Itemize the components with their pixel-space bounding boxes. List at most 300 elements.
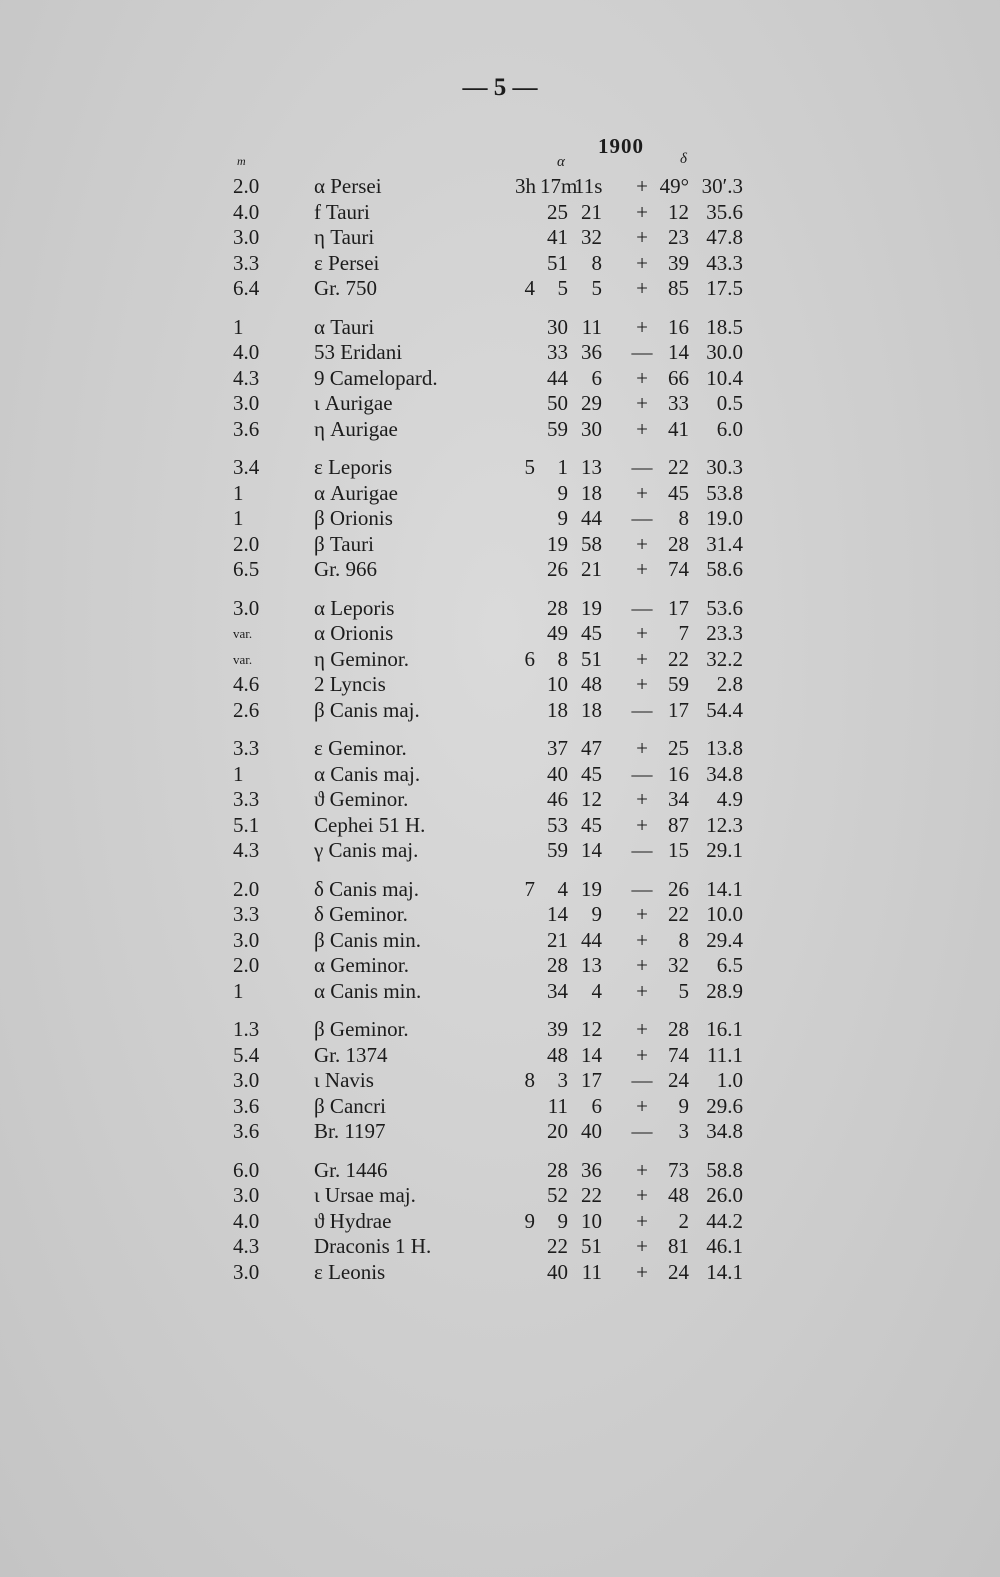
ra-minutes-cell: 53 <box>547 812 568 837</box>
ra-seconds-cell: 18 <box>581 480 602 505</box>
declination-degrees-cell: 9 <box>678 1093 689 1118</box>
ra-seconds-cell: 21 <box>581 557 602 581</box>
ra-minutes-cell: 9 <box>557 1208 568 1233</box>
declination-degrees-cell: 28 <box>668 1017 689 1041</box>
ra-minutes-cell: 9 <box>557 506 568 530</box>
declination-minutes-cell: 29.1 <box>706 838 743 862</box>
declination-sign-cell: + <box>636 1234 648 1258</box>
magnitude-cell: 4.0 <box>233 1208 260 1233</box>
declination-minutes-cell: 19.0 <box>706 506 743 530</box>
declination-minutes-cell: 44.2 <box>706 1208 743 1233</box>
declination-minutes-cell: 53.8 <box>706 480 743 505</box>
ra-seconds-cell: 14 <box>581 838 602 862</box>
magnitude-cell: 6.4 <box>233 276 260 300</box>
declination-degrees-cell: 34 <box>668 787 689 811</box>
declination-sign-cell: — <box>631 1119 653 1143</box>
declination-sign-cell: + <box>636 250 648 275</box>
declination-minutes-cell: 30′.3 <box>701 174 743 198</box>
declination-degrees-cell: 85 <box>668 276 689 300</box>
ra-seconds-cell: 51 <box>581 646 602 671</box>
magnitude-cell: 1 <box>233 480 244 505</box>
declination-degrees-cell: 25 <box>668 736 689 760</box>
ra-seconds-cell: 29 <box>581 391 602 415</box>
magnitude-cell: 3.3 <box>233 787 260 811</box>
declination-degrees-cell: 3 <box>678 1119 689 1143</box>
star-name-cell: η Tauri <box>314 225 375 249</box>
declination-degrees-cell: 45 <box>668 480 689 505</box>
ra-minutes-cell: 34 <box>547 978 568 1003</box>
ra-seconds-cell: 47 <box>581 736 602 760</box>
table-row <box>0 838 1000 864</box>
ra-hours-cell: 8 <box>524 1068 535 1092</box>
star-name-cell: β Canis maj. <box>314 697 420 722</box>
declination-sign-cell: + <box>636 672 648 696</box>
star-name-cell: δ Canis maj. <box>314 876 419 901</box>
declination-sign-cell: + <box>636 1157 648 1182</box>
ra-seconds-cell: 19 <box>581 595 602 620</box>
magnitude-cell: 4.3 <box>233 838 260 862</box>
declination-degrees-cell: 41 <box>668 416 689 441</box>
ra-minutes-cell: 14 <box>547 902 568 926</box>
ra-seconds-cell: 45 <box>581 812 602 837</box>
magnitude-cell: 4.0 <box>233 199 260 224</box>
star-name-cell: α Tauri <box>314 314 375 339</box>
ra-hours-cell: 6 <box>524 646 535 671</box>
ra-hours-cell: 9 <box>524 1208 535 1233</box>
star-name-cell: Br. 1197 <box>314 1119 386 1143</box>
star-name-cell: Gr. 750 <box>314 276 377 300</box>
ra-minutes-cell: 51 <box>547 250 568 275</box>
star-name-cell: ε Leporis <box>314 455 393 479</box>
ra-seconds-cell: 11s <box>574 174 603 198</box>
declination-sign-cell: + <box>636 391 648 415</box>
declination-minutes-cell: 32.2 <box>706 646 743 671</box>
declination-minutes-cell: 13.8 <box>706 736 743 760</box>
declination-degrees-cell: 5 <box>678 978 689 1003</box>
magnitude-cell: 6.0 <box>233 1157 260 1182</box>
magnitude-cell: 1 <box>233 314 244 339</box>
ra-minutes-cell: 8 <box>557 646 568 671</box>
declination-sign-cell: + <box>636 1017 648 1041</box>
ra-minutes-cell: 1 <box>557 455 568 479</box>
ra-seconds-cell: 13 <box>581 953 602 977</box>
ra-seconds-cell: 44 <box>581 927 602 952</box>
declination-sign-cell: — <box>631 595 653 620</box>
magnitude-cell: 3.0 <box>233 1183 260 1207</box>
magnitude-header: m <box>237 154 246 168</box>
declination-degrees-cell: 26 <box>668 876 689 901</box>
declination-sign-cell: + <box>636 621 648 645</box>
ra-minutes-cell: 25 <box>547 199 568 224</box>
declination-minutes-cell: 14.1 <box>706 1259 743 1284</box>
declination-degrees-cell: 66 <box>668 365 689 390</box>
magnitude-cell: 3.0 <box>233 391 260 415</box>
ra-minutes-cell: 5 <box>557 276 568 300</box>
right-ascension-header: α <box>557 154 565 170</box>
table-row <box>0 1209 1000 1235</box>
ra-minutes-cell: 26 <box>547 557 568 581</box>
declination-minutes-cell: 30.3 <box>706 455 743 479</box>
declination-minutes-cell: 26.0 <box>706 1183 743 1207</box>
magnitude-cell: 5.1 <box>233 812 260 837</box>
declination-minutes-cell: 18.5 <box>706 314 743 339</box>
declination-degrees-cell: 48 <box>668 1183 689 1207</box>
declination-minutes-cell: 0.5 <box>716 391 743 415</box>
ra-minutes-cell: 49 <box>547 621 568 645</box>
star-name-cell: ε Leonis <box>314 1259 386 1284</box>
declination-minutes-cell: 6.0 <box>716 416 743 441</box>
declination-minutes-cell: 14.1 <box>706 876 743 901</box>
declination-sign-cell: + <box>636 902 648 926</box>
ra-minutes-cell: 30 <box>547 314 568 339</box>
table-row <box>0 1260 1000 1286</box>
star-name-cell: 53 Eridani <box>314 340 403 364</box>
declination-sign-cell: + <box>636 646 648 671</box>
declination-degrees-cell: 87 <box>668 812 689 837</box>
ra-seconds-cell: 18 <box>581 697 602 722</box>
declination-minutes-cell: 10.0 <box>706 902 743 926</box>
magnitude-cell: 4.3 <box>233 365 260 390</box>
declination-degrees-cell: 17 <box>668 595 689 620</box>
ra-seconds-cell: 36 <box>581 340 602 364</box>
star-name-cell: ϑ Hydrae <box>314 1208 392 1233</box>
star-name-cell: Gr. 1446 <box>314 1157 388 1182</box>
ra-seconds-cell: 13 <box>581 455 602 479</box>
table-row <box>0 647 1000 673</box>
magnitude-cell: 6.5 <box>233 557 260 581</box>
declination-sign-cell: — <box>631 876 653 901</box>
declination-degrees-cell: 14 <box>668 340 689 364</box>
declination-sign-cell: + <box>636 531 648 556</box>
table-row <box>0 979 1000 1005</box>
ra-minutes-cell: 21 <box>547 927 568 952</box>
declination-degrees-cell: 8 <box>678 506 689 530</box>
table-row <box>0 1043 1000 1069</box>
magnitude-cell: 3.3 <box>233 250 260 275</box>
declination-header: δ <box>680 151 687 167</box>
magnitude-cell: 1.3 <box>233 1017 260 1041</box>
declination-minutes-cell: 4.9 <box>716 787 743 811</box>
magnitude-cell: 3.6 <box>233 416 260 441</box>
ra-minutes-cell: 4 <box>557 876 568 901</box>
ra-seconds-cell: 19 <box>581 876 602 901</box>
ra-seconds-cell: 36 <box>581 1157 602 1182</box>
table-row <box>0 200 1000 226</box>
declination-sign-cell: — <box>631 455 653 479</box>
table-row <box>0 532 1000 558</box>
ra-minutes-cell: 9 <box>557 480 568 505</box>
table-row <box>0 1119 1000 1145</box>
star-name-cell: α Canis maj. <box>314 761 421 786</box>
star-name-cell: α Orionis <box>314 621 394 645</box>
declination-degrees-cell: 49° <box>659 174 689 198</box>
declination-degrees-cell: 73 <box>668 1157 689 1182</box>
declination-sign-cell: + <box>636 953 648 977</box>
ra-seconds-cell: 12 <box>581 787 602 811</box>
declination-minutes-cell: 47.8 <box>706 225 743 249</box>
ra-hours-cell: 3h <box>515 174 536 198</box>
star-name-cell: δ Geminor. <box>314 902 408 926</box>
ra-seconds-cell: 12 <box>581 1017 602 1041</box>
declination-degrees-cell: 74 <box>668 1042 689 1067</box>
declination-sign-cell: + <box>636 480 648 505</box>
magnitude-cell: 3.3 <box>233 902 260 926</box>
declination-minutes-cell: 17.5 <box>706 276 743 300</box>
declination-minutes-cell: 6.5 <box>716 953 743 977</box>
ra-seconds-cell: 22 <box>581 1183 602 1207</box>
table-row <box>0 417 1000 443</box>
declination-minutes-cell: 29.4 <box>706 927 743 952</box>
table-row <box>0 455 1000 481</box>
star-name-cell: γ Canis maj. <box>314 838 419 862</box>
declination-minutes-cell: 10.4 <box>706 365 743 390</box>
star-table <box>0 174 1000 1285</box>
declination-degrees-cell: 24 <box>668 1259 689 1284</box>
table-row <box>0 315 1000 341</box>
ra-seconds-cell: 5 <box>591 276 602 300</box>
declination-degrees-cell: 2 <box>678 1208 689 1233</box>
ra-seconds-cell: 45 <box>581 621 602 645</box>
star-name-cell: α Leporis <box>314 595 395 620</box>
declination-degrees-cell: 24 <box>668 1068 689 1092</box>
declination-degrees-cell: 7 <box>678 621 689 645</box>
star-name-cell: η Geminor. <box>314 646 409 671</box>
declination-minutes-cell: 34.8 <box>706 761 743 786</box>
declination-minutes-cell: 16.1 <box>706 1017 743 1041</box>
ra-seconds-cell: 11 <box>581 314 602 339</box>
ra-minutes-cell: 48 <box>547 1042 568 1067</box>
ra-seconds-cell: 58 <box>581 531 602 556</box>
table-row <box>0 813 1000 839</box>
ra-seconds-cell: 45 <box>581 761 602 786</box>
declination-minutes-cell: 58.6 <box>706 557 743 581</box>
star-name-cell: β Geminor. <box>314 1017 409 1041</box>
declination-sign-cell: + <box>636 365 648 390</box>
magnitude-cell: var. <box>233 651 253 667</box>
magnitude-cell: 4.0 <box>233 340 260 364</box>
star-name-cell: Draconis 1 H. <box>314 1234 432 1258</box>
ra-hours-cell: 4 <box>524 276 535 300</box>
magnitude-cell: var. <box>233 626 253 641</box>
page-number: — 5 — <box>462 74 538 101</box>
ra-seconds-cell: 17 <box>581 1068 602 1092</box>
declination-minutes-cell: 58.8 <box>706 1157 743 1182</box>
declination-sign-cell: + <box>636 927 648 952</box>
magnitude-cell: 3.3 <box>233 736 260 760</box>
ra-minutes-cell: 40 <box>547 1259 568 1284</box>
magnitude-cell: 1 <box>233 506 244 530</box>
declination-minutes-cell: 43.3 <box>706 250 743 275</box>
declination-degrees-cell: 28 <box>668 531 689 556</box>
star-name-cell: β Tauri <box>314 531 374 556</box>
table-row <box>0 787 1000 813</box>
magnitude-cell: 5.4 <box>233 1042 260 1067</box>
table-row <box>0 557 1000 583</box>
ra-minutes-cell: 33 <box>547 340 568 364</box>
declination-degrees-cell: 15 <box>668 838 689 862</box>
declination-degrees-cell: 12 <box>668 199 689 224</box>
magnitude-cell: 2.6 <box>233 697 260 722</box>
ra-minutes-cell: 28 <box>547 953 568 977</box>
table-row <box>0 391 1000 417</box>
ra-minutes-cell: 59 <box>547 416 568 441</box>
table-row <box>0 698 1000 724</box>
table-row <box>0 481 1000 507</box>
star-name-cell: β Cancri <box>314 1093 386 1118</box>
magnitude-cell: 2.0 <box>233 876 260 901</box>
declination-sign-cell: + <box>636 174 648 198</box>
declination-minutes-cell: 11.1 <box>707 1042 743 1067</box>
declination-sign-cell: + <box>636 736 648 760</box>
star-name-cell: ε Persei <box>314 250 380 275</box>
magnitude-cell: 4.6 <box>233 672 260 696</box>
declination-sign-cell: + <box>636 787 648 811</box>
ra-minutes-cell: 59 <box>547 838 568 862</box>
table-row <box>0 621 1000 647</box>
magnitude-cell: 3.6 <box>233 1093 260 1118</box>
magnitude-cell: 2.0 <box>233 174 260 198</box>
declination-sign-cell: — <box>631 340 653 364</box>
table-row <box>0 1234 1000 1260</box>
ra-seconds-cell: 8 <box>591 250 602 275</box>
star-name-cell: ι Navis <box>314 1068 374 1092</box>
star-name-cell: ε Geminor. <box>314 736 407 760</box>
declination-sign-cell: + <box>636 557 648 581</box>
declination-degrees-cell: 22 <box>668 455 689 479</box>
declination-sign-cell: + <box>636 1042 648 1067</box>
declination-minutes-cell: 35.6 <box>706 199 743 224</box>
table-row <box>0 1094 1000 1120</box>
ra-minutes-cell: 41 <box>547 225 568 249</box>
star-name-cell: α Geminor. <box>314 953 409 977</box>
declination-degrees-cell: 33 <box>668 391 689 415</box>
declination-degrees-cell: 23 <box>668 225 689 249</box>
declination-degrees-cell: 22 <box>668 902 689 926</box>
declination-sign-cell: + <box>636 276 648 300</box>
table-row <box>0 953 1000 979</box>
declination-sign-cell: + <box>636 225 648 249</box>
ra-minutes-cell: 10 <box>547 672 568 696</box>
declination-degrees-cell: 8 <box>678 927 689 952</box>
star-name-cell: β Orionis <box>314 506 393 530</box>
star-name-cell: ϑ Geminor. <box>314 787 409 811</box>
ra-minutes-cell: 11 <box>547 1093 568 1118</box>
table-row <box>0 1183 1000 1209</box>
ra-seconds-cell: 40 <box>581 1119 602 1143</box>
ra-minutes-cell: 52 <box>547 1183 568 1207</box>
table-row <box>0 366 1000 392</box>
ra-minutes-cell: 19 <box>547 531 568 556</box>
ra-seconds-cell: 6 <box>591 365 602 390</box>
table-row <box>0 596 1000 622</box>
declination-sign-cell: — <box>631 697 653 722</box>
ra-minutes-cell: 37 <box>547 736 568 760</box>
ra-seconds-cell: 9 <box>591 902 602 926</box>
declination-minutes-cell: 28.9 <box>706 978 743 1003</box>
declination-minutes-cell: 34.8 <box>706 1119 743 1143</box>
ra-seconds-cell: 21 <box>581 199 602 224</box>
ra-seconds-cell: 6 <box>591 1093 602 1118</box>
star-name-cell: Gr. 966 <box>314 557 377 581</box>
table-row <box>0 902 1000 928</box>
epoch-year: 1900 <box>598 134 644 158</box>
magnitude-cell: 3.0 <box>233 1068 260 1092</box>
declination-degrees-cell: 32 <box>668 953 689 977</box>
star-name-cell: Gr. 1374 <box>314 1042 388 1067</box>
declination-degrees-cell: 17 <box>668 697 689 722</box>
declination-minutes-cell: 23.3 <box>706 621 743 645</box>
ra-seconds-cell: 48 <box>581 672 602 696</box>
declination-sign-cell: + <box>636 199 648 224</box>
declination-degrees-cell: 81 <box>668 1234 689 1258</box>
declination-sign-cell: — <box>631 1068 653 1092</box>
ra-minutes-cell: 28 <box>547 595 568 620</box>
table-row <box>0 174 1000 200</box>
declination-sign-cell: + <box>636 1259 648 1284</box>
declination-sign-cell: + <box>636 812 648 837</box>
declination-minutes-cell: 1.0 <box>716 1068 743 1092</box>
declination-minutes-cell: 31.4 <box>706 531 743 556</box>
ra-minutes-cell: 46 <box>547 787 568 811</box>
declination-degrees-cell: 22 <box>668 646 689 671</box>
ra-seconds-cell: 10 <box>581 1208 602 1233</box>
declination-sign-cell: — <box>631 506 653 530</box>
declination-minutes-cell: 2.8 <box>716 672 743 696</box>
declination-degrees-cell: 59 <box>668 672 689 696</box>
ra-seconds-cell: 32 <box>581 225 602 249</box>
ra-minutes-cell: 28 <box>547 1157 568 1182</box>
magnitude-cell: 3.6 <box>233 1119 260 1143</box>
magnitude-cell: 3.0 <box>233 595 260 620</box>
declination-sign-cell: + <box>636 1208 648 1233</box>
magnitude-cell: 2.0 <box>233 953 260 977</box>
declination-sign-cell: + <box>636 978 648 1003</box>
declination-degrees-cell: 39 <box>668 250 689 275</box>
ra-minutes-cell: 39 <box>547 1017 568 1041</box>
star-name-cell: α Canis min. <box>314 978 422 1003</box>
star-name-cell: ι Ursae maj. <box>314 1183 416 1207</box>
table-row <box>0 340 1000 366</box>
declination-sign-cell: + <box>636 1183 648 1207</box>
star-name-cell: ι Aurigae <box>314 391 393 415</box>
star-name-cell: 2 Lyncis <box>314 672 386 696</box>
declination-minutes-cell: 54.4 <box>706 697 743 722</box>
ra-minutes-cell: 50 <box>547 391 568 415</box>
declination-degrees-cell: 16 <box>668 761 689 786</box>
ra-seconds-cell: 4 <box>591 978 602 1003</box>
table-row <box>0 877 1000 903</box>
magnitude-cell: 1 <box>233 761 244 786</box>
magnitude-cell: 4.3 <box>233 1234 260 1258</box>
declination-sign-cell: + <box>636 314 648 339</box>
ra-seconds-cell: 30 <box>581 416 602 441</box>
table-row <box>0 928 1000 954</box>
table-row <box>0 251 1000 277</box>
table-row <box>0 736 1000 762</box>
ra-seconds-cell: 11 <box>581 1259 602 1284</box>
star-name-cell: η Aurigae <box>314 416 398 441</box>
declination-sign-cell: + <box>636 1093 648 1118</box>
ra-minutes-cell: 22 <box>547 1234 568 1258</box>
ra-seconds-cell: 51 <box>581 1234 602 1258</box>
table-row <box>0 225 1000 251</box>
table-row <box>0 1068 1000 1094</box>
star-name-cell: α Aurigae <box>314 480 398 505</box>
magnitude-cell: 3.0 <box>233 1259 260 1284</box>
magnitude-cell: 1 <box>233 978 244 1003</box>
declination-degrees-cell: 16 <box>668 314 689 339</box>
declination-sign-cell: — <box>631 761 653 786</box>
